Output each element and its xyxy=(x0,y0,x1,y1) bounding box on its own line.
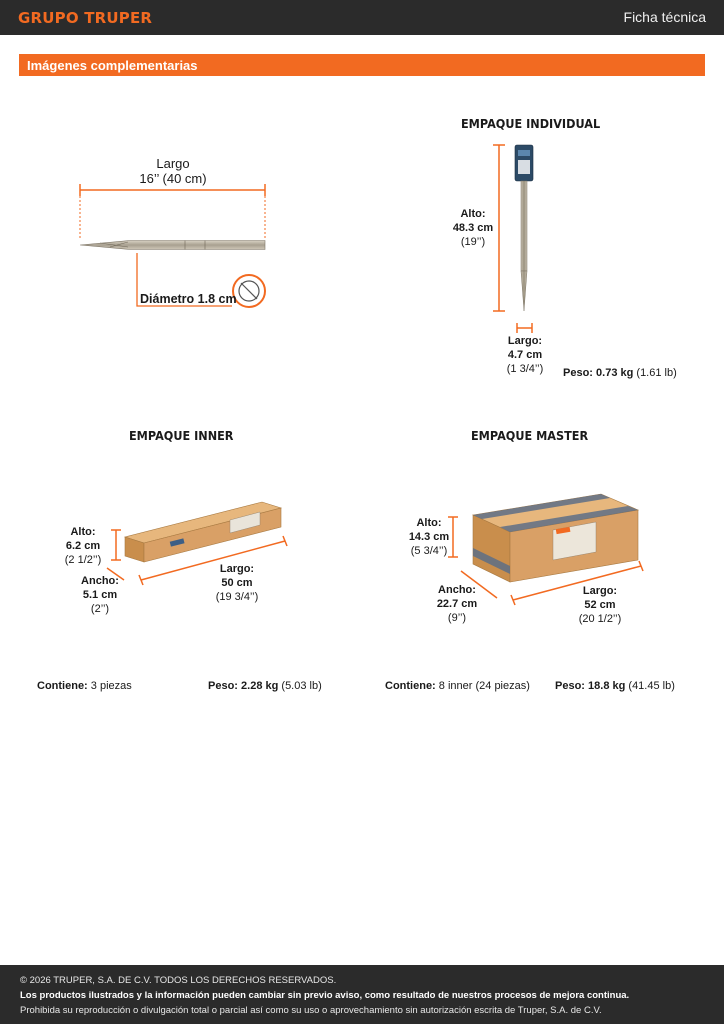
inner-contents: Contiene: 3 piezas xyxy=(37,680,132,692)
brand-logo: GRUPO TRUPER xyxy=(18,9,153,27)
product-length-label: Largo 16’’ (40 cm) xyxy=(133,156,213,186)
inner-width: Ancho: 5.1 cm (2’’) xyxy=(81,575,119,615)
master-contents: Contiene: 8 inner (24 piezas) xyxy=(385,680,530,692)
product-length-value: 16’’ (40 cm) xyxy=(139,171,207,186)
footer xyxy=(0,965,724,1024)
master-height: Alto: 14.3 cm (5 3/4’’) xyxy=(408,517,450,557)
individual-title: EMPAQUE INDIVIDUAL xyxy=(461,116,601,131)
individual-height: Alto: 48.3 cm (19’’) xyxy=(452,208,494,248)
individual-length: Largo: 4.7 cm (1 3/4’’) xyxy=(506,335,544,375)
document-type: Ficha técnica xyxy=(623,9,706,25)
footer-prohibition: Prohibida su reproducción o divulgación total o parcial así como su uso o aprovechamiento sin autorización escrita de Truper, S.A. de C.V. xyxy=(20,1005,602,1016)
inner-title: EMPAQUE INNER xyxy=(129,428,234,443)
master-width: Ancho: 22.7 cm (9’’) xyxy=(436,584,478,624)
section-title: Imágenes complementarias xyxy=(27,58,198,73)
product-diameter-label: Diámetro 1.8 cm xyxy=(140,292,237,306)
individual-weight: Peso: 0.73 kg (1.61 lb) xyxy=(563,367,677,379)
master-weight: Peso: 18.8 kg (41.45 lb) xyxy=(555,680,675,692)
individual-package-drawing xyxy=(493,145,533,333)
inner-weight: Peso: 2.28 kg (5.03 lb) xyxy=(208,680,322,692)
chisel-drawing xyxy=(80,184,265,307)
master-length: Largo: 52 cm (20 1/2’’) xyxy=(578,585,622,625)
footer-copyright: © 2026 TRUPER, S.A. DE C.V. TODOS LOS DERECHOS RESERVADOS. xyxy=(20,975,337,986)
footer-notice: Los productos ilustrados y la información pueden cambiar sin previo aviso, como resultado de nuestros procesos de mejora continua. xyxy=(20,990,630,1001)
master-title: EMPAQUE MASTER xyxy=(471,428,589,443)
inner-length: Largo: 50 cm (19 3/4’’) xyxy=(215,563,259,603)
inner-height: Alto: 6.2 cm (2 1/2’’) xyxy=(64,526,102,566)
